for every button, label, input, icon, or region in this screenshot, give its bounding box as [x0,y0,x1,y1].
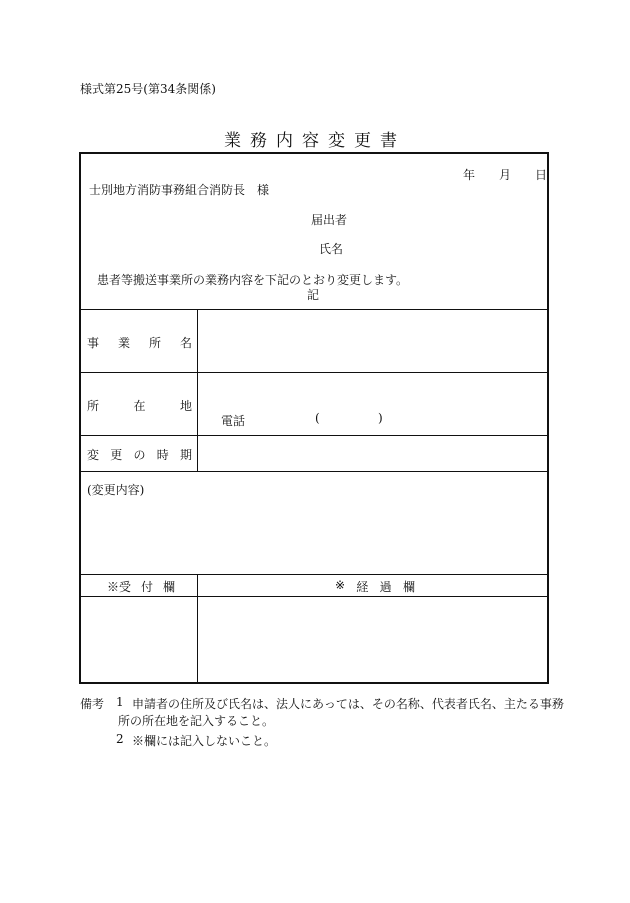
divider [81,574,547,575]
change-timing-label: 変 更 の 時 期 [87,448,192,462]
location-label: 所 在 地 [87,399,192,413]
progress-header: ※ 経 過 欄 [335,578,415,594]
date-day-label: 日 [535,168,548,182]
change-content-label: (変更内容) [87,483,145,497]
statement: 患者等搬送事業所の業務内容を下記のとおり変更します。 [97,273,409,287]
remark-1-number: 1 [116,695,124,709]
remark-1-text: 申請者の住所及び氏名は、法人にあっては、その名称、代表者氏名、主たる事務 [132,697,564,711]
reception-header: ※受 付 欄 [107,580,175,594]
name-label: 氏名 [319,242,344,256]
divider [81,309,547,310]
phone-label: 電話 [221,414,246,428]
label-column-divider [197,309,198,471]
remark-2-number: 2 [116,732,124,746]
divider [81,471,547,472]
phone-close-paren: ) [378,411,383,425]
phone-open-paren: ( [315,411,320,425]
page-title: 業務内容変更書 [224,131,406,151]
remark-2-text: ※欄には記入しないこと。 [132,734,277,748]
reception-column-divider [197,574,198,684]
date-year-label: 年 [463,168,476,182]
remark-1-text-continued: 所の所在地を記入すること。 [118,714,275,728]
addressee: 士別地方消防事務組合消防長 様 [89,183,270,197]
divider [81,596,547,597]
record-label: 記 [307,288,320,302]
remarks-label: 備考 [80,697,105,711]
form-number: 様式第25号(第34条関係) [80,82,216,96]
divider [81,372,547,373]
date-month-label: 月 [499,168,512,182]
application-form-table [79,152,549,684]
applicant-label: 届出者 [311,213,348,227]
office-name-label: 事 業 所 名 [87,336,192,350]
divider [81,435,547,436]
